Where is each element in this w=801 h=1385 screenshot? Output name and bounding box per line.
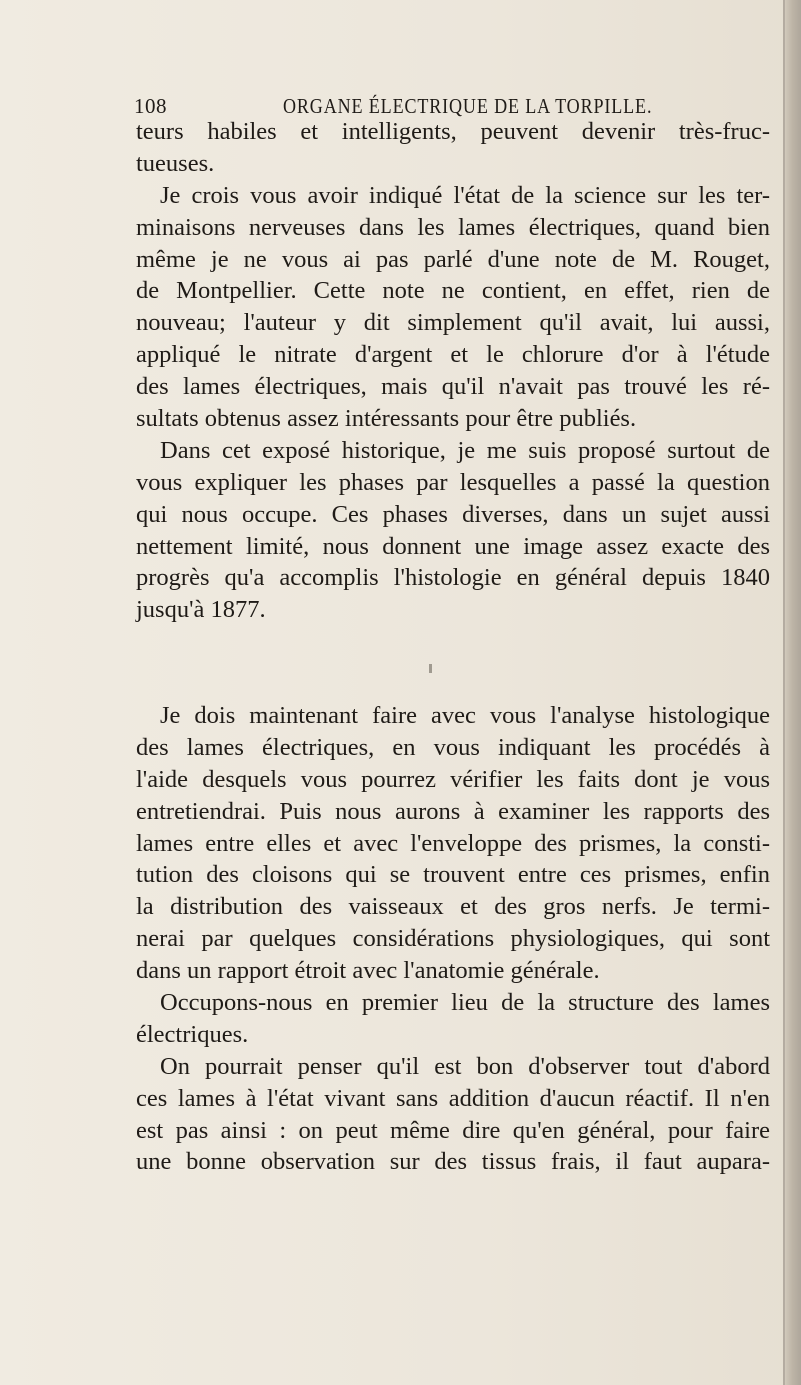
text-line: entretiendrai. Puis nous aurons à examiner les rapports des	[136, 797, 770, 825]
text-line: dans un rapport étroit avec l'anatomie générale.	[136, 957, 600, 985]
text-line: appliqué le nitrate d'argent et le chlorure d'or à l'étude	[136, 341, 770, 369]
page-edge-line	[783, 0, 785, 1385]
text-line: Occupons-nous en premier lieu de la structure des lames	[160, 989, 770, 1017]
text-line: Je crois vous avoir indiqué l'état de la science sur les ter-	[160, 181, 770, 209]
text-line: des lames électriques, en vous indiquant les procédés à	[136, 733, 770, 761]
page-number: 108	[134, 94, 167, 118]
text-line: l'aide desquels vous pourrez vérifier les faits dont je vous	[136, 765, 770, 793]
page-edge-shadow	[785, 0, 801, 1385]
text-line: jusqu'à 1877.	[136, 596, 266, 624]
text-line: progrès qu'a accomplis l'histologie en général depuis 1840	[136, 564, 770, 592]
text-line: teurs habiles et intelligents, peuvent devenir très-fruc-	[136, 118, 770, 145]
running-title: ORGANE ÉLECTRIQUE DE LA TORPILLE.	[283, 94, 653, 118]
text-line: nettement limité, nous donnent une image assez exacte des	[136, 532, 770, 560]
text-line: tution des cloisons qui se trouvent entre ces prismes, enfin	[136, 861, 770, 889]
ink-speck	[429, 664, 432, 673]
text-line: minaisons nerveuses dans les lames électriques, quand bien	[136, 213, 770, 241]
text-line: sultats obtenus assez intéressants pour être publiés.	[136, 405, 637, 433]
text-line: est pas ainsi : on peut même dire qu'en général, pour faire	[136, 1116, 770, 1144]
text-block-2	[136, 700, 770, 1178]
text-line: Dans cet exposé historique, je me suis proposé surtout de	[160, 436, 770, 464]
text-line: nerai par quelques considérations physiologiques, qui sont	[136, 925, 770, 953]
text-line: la distribution des vaisseaux et des gros nerfs. Je termi-	[136, 893, 770, 921]
text-line: de Montpellier. Cette note ne contient, en effet, rien de	[136, 277, 770, 305]
text-line: lames entre elles et avec l'enveloppe des prismes, la consti-	[136, 829, 770, 857]
text-block-1	[136, 116, 770, 626]
text-line: Je dois maintenant faire avec vous l'analyse histologique	[160, 702, 770, 729]
text-line: électriques.	[136, 1020, 249, 1048]
text-line: une bonne observation sur des tissus frais, il faut aupara-	[136, 1148, 770, 1176]
text-line: même je ne vous ai pas parlé d'une note de M. Rouget,	[136, 245, 770, 273]
text-line: tueuses.	[136, 149, 215, 177]
text-line: vous expliquer les phases par lesquelles a passé la question	[136, 468, 770, 496]
text-line: On pourrait penser qu'il est bon d'observer tout d'abord	[160, 1052, 770, 1080]
text-line: nouveau; l'auteur y dit simplement qu'il avait, lui aussi,	[136, 309, 770, 337]
text-line: des lames électriques, mais qu'il n'avait pas trouvé les ré-	[136, 373, 770, 401]
text-line: qui nous occupe. Ces phases diverses, dans un sujet aussi	[136, 500, 770, 528]
text-line: ces lames à l'état vivant sans addition d'aucun réactif. Il n'en	[136, 1084, 770, 1112]
